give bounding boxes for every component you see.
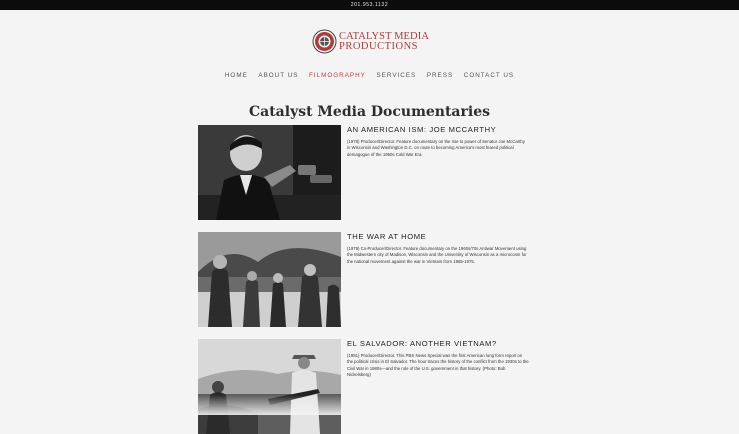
nav-services[interactable]: SERVICES	[376, 72, 417, 79]
logo-text-line2: PRODUCTIONS	[339, 40, 419, 52]
film-thumbnail[interactable]	[198, 125, 341, 220]
nav-about-us[interactable]: ABOUT US	[258, 72, 299, 79]
film-description: (1978) Producer/Director. Feature documentary on the rise to power of Senator Joe McCarthy in Wisconsin and Washington D.C. on route to becoming America's most feared political demagogue of the 1950s Cold War Era.	[347, 139, 525, 157]
film-description: (1981) Producer/Director. This PBS News Special was the first American long form report on the political crisis in El Salvador. The hour traces the history of the conflict from the 1930s to the Civil War in 1980s—and the role of the U.S. government in that history. (Photo: Bob Nickelsberg)	[347, 353, 529, 377]
nav-filmography[interactable]: FILMOGRAPHY	[309, 72, 366, 79]
site-logo[interactable]	[312, 28, 430, 55]
logo-reel-icon	[312, 29, 337, 54]
main-nav	[0, 72, 739, 79]
nav-contact-us[interactable]: CONTACT US	[463, 72, 515, 79]
page-title: Catalyst Media Documentaries	[249, 104, 490, 120]
nav-home[interactable]: HOME	[224, 72, 248, 79]
film-thumbnail[interactable]	[198, 339, 341, 434]
film-thumbnail[interactable]	[198, 232, 341, 327]
top-bar	[0, 0, 739, 10]
film-title[interactable]: THE WAR AT HOME	[347, 232, 427, 241]
film-description: (1979) Co-Producer/Director. Feature documentary on the 1960s/70s Antiwar Movement using the Midwestern city of Madison, Wisconsin and the University of Wisconsin as a microcosm for the national movement against the war in Vietnam from 1965-1975.	[347, 246, 527, 264]
nav-press[interactable]: PRESS	[426, 72, 454, 79]
bottom-fade	[0, 395, 739, 415]
logo-text-line1: CATALYST MEDIA	[339, 31, 430, 42]
film-title[interactable]: AN AMERICAN ISM: JOE MCCARTHY	[347, 125, 497, 134]
phone-number[interactable]: 201.953.1132	[350, 2, 389, 8]
film-title[interactable]: EL SALVADOR: ANOTHER VIETNAM?	[347, 339, 497, 348]
